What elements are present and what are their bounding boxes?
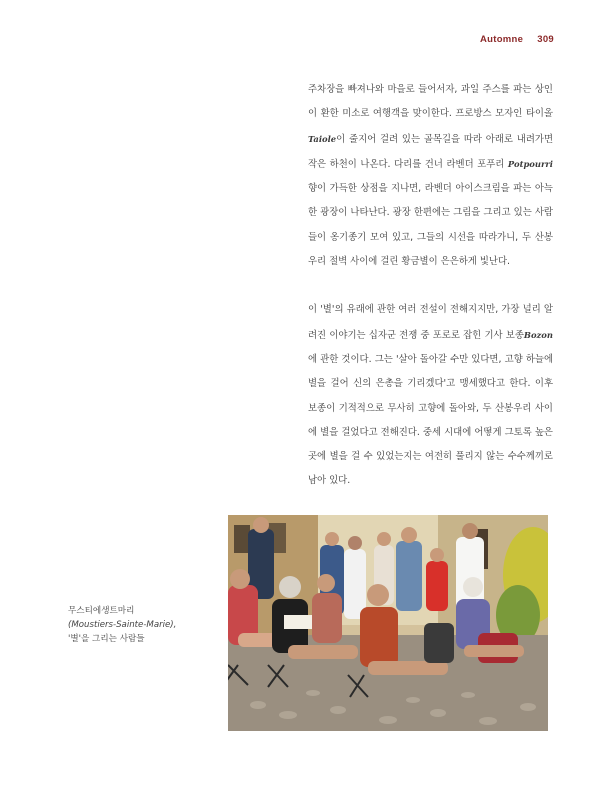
paragraph-text: 향이 가득한 상점을 지나면, 라벤더 아이스크림을 파는 아늑한 광장이 나타난다. 광장 한편에는 그림을 그리고 있는 사람들이 옹기종기 모여 있고, 그들의 시선을 따라가니, 두 산봉우리 절벽 사이에 걸린 황금별이 은은하게 빛난다. (308, 183, 553, 268)
paragraph-text: 주차장을 빠져나와 마을로 들어서자, 과일 주스를 파는 상인이 환한 미소로 여행객을 맞이한다. 프로방스 모자인 타이올 (308, 84, 553, 120)
body-text (308, 78, 553, 494)
paragraph-text: 이 '별'의 유래에 관한 여러 전설이 전해지지만, 가장 널리 알려진 이야기는 십자군 전쟁 중 포로로 잡힌 기사 보종 (308, 304, 553, 341)
foreign-term-bozon: Bozon (523, 329, 553, 340)
paragraph-1 (308, 78, 553, 274)
caption-place-latin: (Moustiers-Sainte-Marie), (68, 619, 177, 630)
paragraph-text: 이 줄지어 걸려 있는 골목길을 따라 아래로 내려가면 작은 하천이 나온다. 다리를 건너 라벤더 포푸리 (308, 133, 553, 170)
caption-place-name: 무스티에생트마리 (68, 606, 135, 616)
foreign-term-potpourri: Potpourri (507, 158, 553, 169)
caption-description: '별'을 그리는 사람들 (68, 633, 145, 644)
photo-illustration (228, 515, 548, 731)
running-header (480, 34, 554, 45)
page-number: 309 (537, 34, 554, 45)
paragraph-2 (308, 298, 553, 493)
section-title: Automne (479, 34, 524, 45)
photo-people-drawing (228, 515, 548, 731)
paragraph-text: 에 관한 것이다. 그는 '살아 돌아갈 수만 있다면, 고향 하늘에 별을 걸어 신의 은총을 기리겠다'고 맹세했다고 한다. 이후 보종이 기적적으로 무사히 고향에 돌아와, 두 산봉우리 사이에 별을 걸었다고 전해진다. 중세 시대에 어떻게 그토록 높은 곳에 별을 걸 수 있었는지는 여전히 풀리지 않는 수수께끼로 남아 있다. (308, 353, 553, 487)
foreign-term-taiole: Taiole (308, 133, 337, 144)
photo-caption (68, 605, 218, 646)
